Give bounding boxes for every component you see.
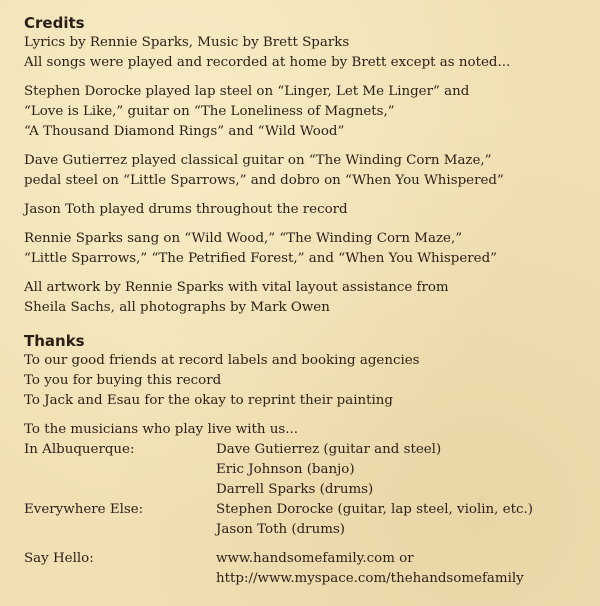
credits-line: All artwork by Rennie Sparks with vital layout assistance from [24,280,449,295]
musician-location-label [24,460,216,480]
credits-line: Rennie Sparks sang on “Wild Wood,” “The Winding Corn Maze,” [24,231,463,246]
say-hello-row [24,549,584,569]
credits-paragraph [24,200,584,220]
musician-name: Eric Johnson (banjo) [216,462,355,477]
credits-line: All songs were played and recorded at home by Brett except as noted... [24,55,511,70]
say-hello-block [24,549,584,589]
musician-location-label [24,480,216,500]
musician-name: Dave Gutierrez (guitar and steel) [216,442,442,457]
say-hello-row [24,569,584,589]
credits-line: “Love is Like,” guitar on “The Loneliness of Magnets,” [24,104,395,119]
credits-line: “Little Sparrows,” “The Petrified Forest,” and “When You Whispered” [24,251,497,266]
credits-paragraph [24,229,584,269]
credits-heading: Credits [24,14,85,32]
musician-row [24,460,584,480]
credits-line: Stephen Dorocke played lap steel on “Linger, Let Me Linger” and [24,84,470,99]
credits-line: Sheila Sachs, all photographs by Mark Owen [24,300,330,315]
credits-line: Dave Gutierrez played classical guitar on “The Winding Corn Maze,” [24,153,492,168]
thanks-line: To our good friends at record labels and booking agencies [24,353,420,368]
musician-location-label: Everywhere Else: [24,502,144,517]
musician-name: Jason Toth (drums) [216,522,345,537]
musician-name: Darrell Sparks (drums) [216,482,374,497]
musician-name: Stephen Dorocke (guitar, lap steel, violin, etc.) [216,502,533,517]
musician-row [24,520,584,540]
credits-line: Lyrics by Rennie Sparks, Music by Brett Sparks [24,35,350,50]
musician-location-label [24,520,216,540]
credits-paragraph [24,82,584,142]
musicians-list [24,420,584,540]
credits-line: Jason Toth played drums throughout the record [24,202,348,217]
musician-row [24,440,584,460]
thanks-line: To you for buying this record [24,373,222,388]
say-hello-label: Say Hello: [24,551,94,566]
musicians-intro: To the musicians who play live with us... [24,422,299,437]
website-link: www.handsomefamily.com or [216,551,414,566]
thanks-heading: Thanks [24,332,85,350]
musician-row [24,480,584,500]
credits-line: “A Thousand Diamond Rings” and “Wild Wood” [24,124,345,139]
liner-notes-content [24,14,584,598]
musician-row [24,500,584,520]
credits-line: pedal steel on “Little Sparrows,” and dobro on “When You Whispered” [24,173,504,188]
myspace-link: http://www.myspace.com/thehandsomefamily [216,571,524,586]
thanks-line: To Jack and Esau for the okay to reprint their painting [24,393,393,408]
musician-location-label: In Albuquerque: [24,442,135,457]
credits-paragraph [24,151,584,191]
credits-paragraph [24,33,584,73]
credits-paragraph [24,278,584,318]
thanks-lines [24,351,584,411]
say-hello-label [24,569,216,589]
